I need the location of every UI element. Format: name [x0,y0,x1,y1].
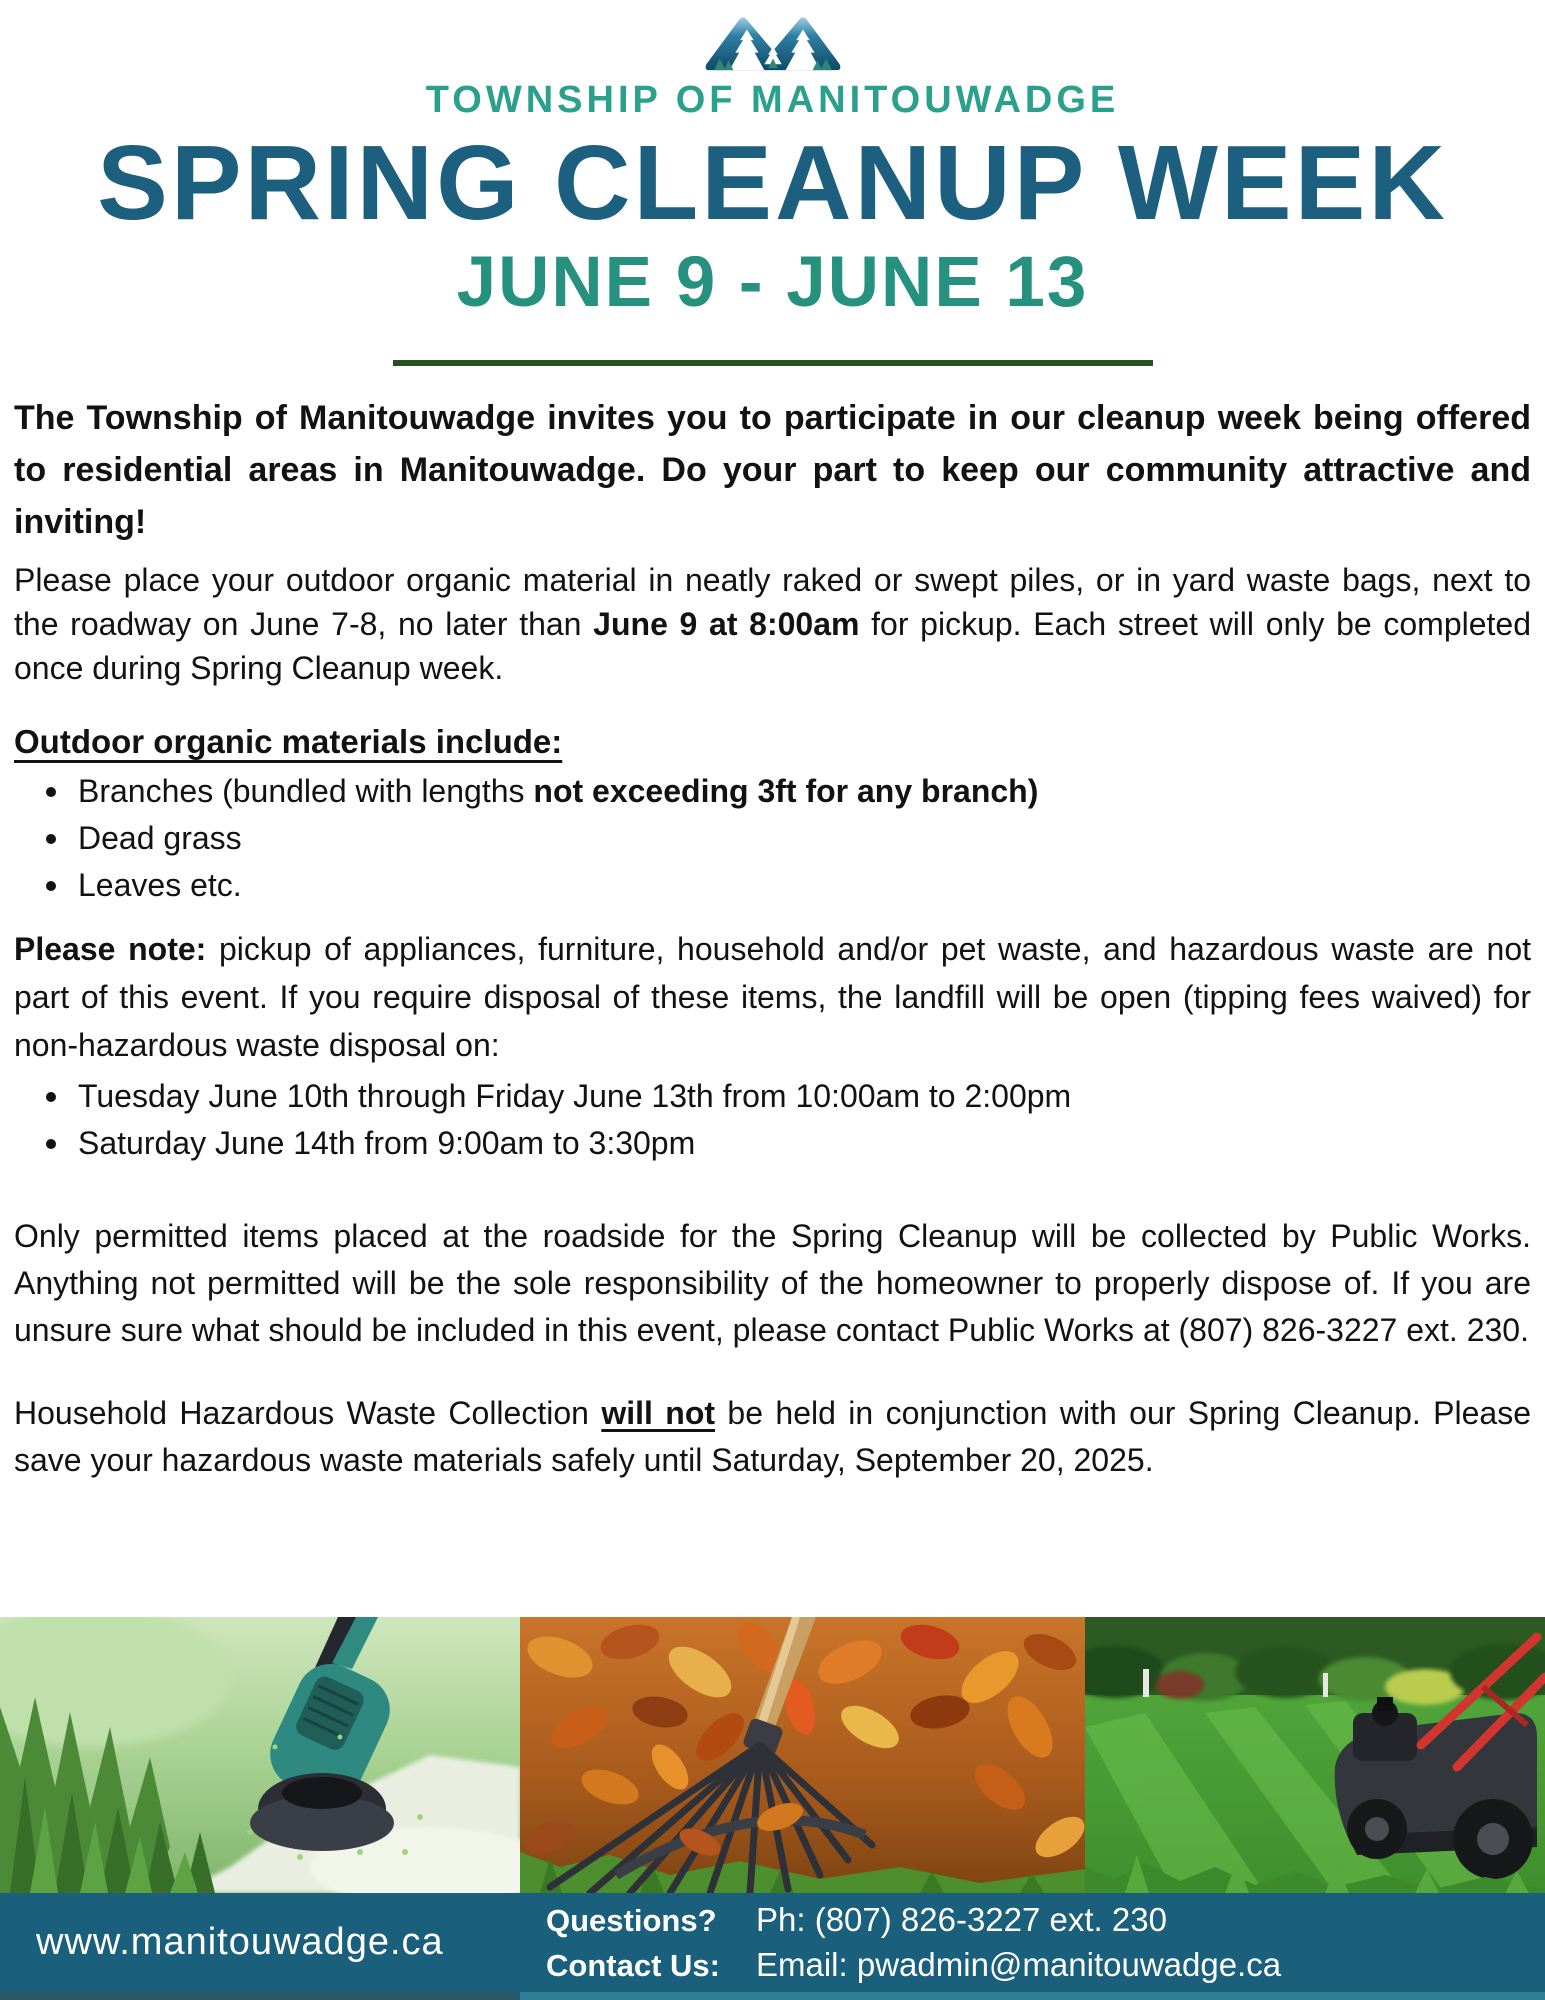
website-text: www.manitouwadge.ca [36,1921,444,1963]
footer-bar [0,1893,1545,2000]
list-item-saturday-hours: Saturday June 14th from 9:00am to 3:30pm [14,1120,1531,1167]
footer-strip-right [520,1992,1545,2000]
hazardous-text-underlined: will not [601,1395,716,1431]
township-name: TOWNSHIP OF MANITOUWADGE [425,79,1120,121]
contact-block [546,1901,1281,1991]
permitted-paragraph: Only permitted items placed at the roadside for the Spring Cleanup will be collected by Public Works. Anything not permitted will be the sole responsibility of the homeowner to properly dispose of. If you are unsure sure what should be included in this event, please contact Public Works at (807) 826-3227 ext. 230. [14,1218,1531,1348]
manitouwadge-mountain-logo [698,14,848,72]
note-paragraph [14,925,1531,1069]
note-text-post: pickup of appliances, furniture, household and/or pet waste, and hazardous waste are not part of this event. If you require disposal of these items, the landfill will be open (tipping fees waived) for non-hazardous waste disposal on: [14,931,1532,1063]
phone-text: Ph: (807) 826-3227 ext. 230 [756,1901,1167,1938]
contact-label: Contact Us: [546,1948,720,1983]
page-title: SPRING CLEANUP WEEK [97,124,1448,242]
divider-rule [393,360,1153,366]
list-item-dead-grass: Dead grass [14,815,1531,862]
hazardous-paragraph [14,1390,1531,1484]
placement-text-bold: June 9 at 8:00am [593,606,860,642]
email-text: Email: pwadmin@manitouwadge.ca [756,1946,1282,1983]
list-item-branches: Branches (bundled with lengths not exceeding 3ft for any branch) [14,768,1531,815]
note-text-bold: Please note: [14,931,207,967]
landfill-hours-list [14,1073,1531,1167]
questions-label: Questions? [546,1903,717,1938]
string-trimmer-photo [0,1617,520,1893]
event-dates: JUNE 9 - JUNE 13 [456,243,1089,322]
flyer-body [0,392,1545,1484]
intro-paragraph: The Township of Manitouwadge invites you to participate in our cleanup week being offered to residential areas in Manitouwadge. Do your part to keep our community attractive and inviting! [14,399,1531,541]
email-row [546,1946,1281,1991]
list-item-weekday-hours: Tuesday June 10th through Friday June 13th from 10:00am to 2:00pm [14,1073,1531,1120]
photo-strip [0,1617,1545,1893]
placement-text-pre: Please place your outdoor organic material in neatly raked or swept piles, or in yard waste bags, next to the roadway on June 7-8, no later than [14,562,1531,642]
footer-strip-left [0,1992,520,2000]
phone-row [546,1901,1281,1946]
footer-bottom-strip [0,1992,1545,2000]
lawn-mower-photo [1085,1617,1545,1893]
hazardous-text-post: be held in conjunction with our Spring Cleanup. Please save your hazardous waste materials safely until Saturday, September 20, 2025. [14,1395,1532,1478]
list-item-leaves: Leaves etc. [14,862,1531,909]
autumn-leaves-rake-photo [520,1617,1085,1893]
materials-heading: Outdoor organic materials include: [14,723,563,760]
hazardous-text-pre: Household Hazardous Waste Collection [14,1395,602,1431]
placement-text-post: for pickup. Each street will only be completed once during Spring Cleanup week. [14,606,1532,686]
materials-list [14,768,1531,909]
placement-paragraph [14,558,1531,690]
